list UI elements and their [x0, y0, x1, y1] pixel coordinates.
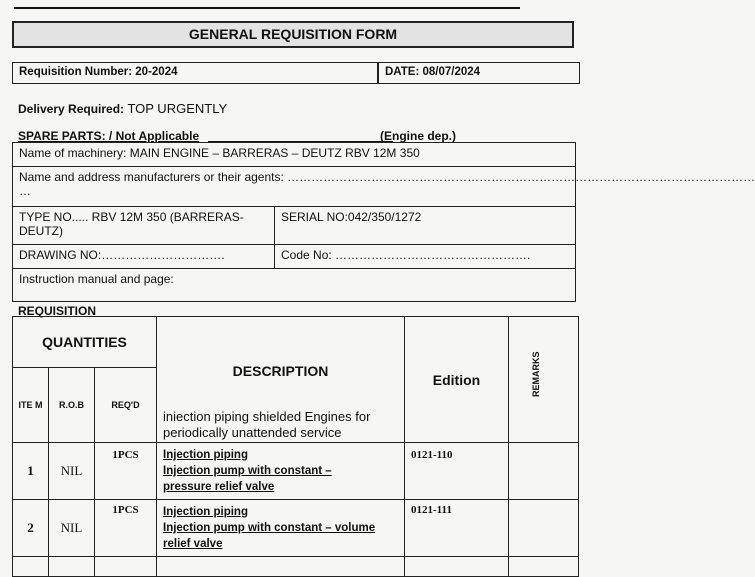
row-rob: NIL: [49, 443, 95, 500]
description-line-1: Injection piping: [163, 506, 248, 518]
description-header-cell: [157, 317, 405, 443]
row-description: [157, 500, 405, 557]
delivery-label: Delivery Required:: [18, 102, 125, 116]
row-edition: 0121-111: [405, 500, 509, 557]
description-line-3: relief valve: [163, 538, 223, 550]
row-remarks: [509, 500, 579, 557]
delivery-value: TOP URGENTLY: [127, 101, 228, 116]
row-reqd: 1PCS: [95, 443, 157, 500]
requisition-date: DATE: 08/07/2024: [385, 66, 481, 78]
form-title: GENERAL REQUISITION FORM: [12, 21, 574, 48]
row-remarks: [509, 443, 579, 500]
manufacturers-continuation: …: [19, 184, 31, 198]
requisition-number: Requisition Number: 20-2024: [19, 66, 178, 78]
serial-no: SERIAL NO:042/350/1272: [281, 210, 422, 224]
requisition-header: [12, 62, 580, 84]
code-no: Code No: ………………………………………….: [281, 248, 531, 262]
reqd-header: REQ'D: [95, 368, 157, 443]
requisition-label: REQUISITION: [18, 304, 97, 318]
type-serial-row: [13, 207, 575, 245]
delivery-required: [18, 101, 227, 116]
top-rule: [14, 7, 520, 9]
requisition-table: [12, 316, 579, 577]
description-line-2: Injection pump with constant –: [163, 465, 332, 477]
instruction-manual: Instruction manual and page:: [19, 272, 174, 286]
description-line-1: Injection piping: [163, 449, 248, 461]
rob-header: R.O.B: [49, 368, 95, 443]
table-row: [13, 443, 579, 500]
description-line-3: pressure relief valve: [163, 481, 275, 493]
manual-row: [13, 269, 575, 301]
machinery-info-box: [12, 142, 755, 302]
item-header: ITE M: [13, 368, 49, 443]
machinery-name: Name of machinery: MAIN ENGINE – BARRERAS – DEUTZ RBV 12M 350: [19, 146, 420, 160]
manufacturers-label: Name and address manufacturers or their agents: ………………………………………………………………………………………………………: [19, 170, 755, 184]
remarks-header: REMARKS: [531, 351, 541, 397]
table-header-row: [13, 317, 579, 368]
row-description: [157, 443, 405, 500]
row-reqd: 1PCS: [95, 500, 157, 557]
header-divider: [377, 63, 379, 83]
table-row: [13, 500, 579, 557]
type-no: TYPE NO..... RBV 12M 350 (BARRERAS-DEUTZ): [13, 207, 275, 244]
drawing-no: DRAWING NO:………………………….: [13, 245, 275, 268]
engine-department: (Engine dep.): [380, 129, 456, 143]
spare-parts-line: [18, 129, 573, 143]
drawing-code-row: [13, 245, 575, 269]
row-item: 1: [13, 443, 49, 500]
description-header: DESCRIPTION: [232, 363, 329, 379]
description-line-2: Injection pump with constant – volume: [163, 522, 376, 534]
table-row: [13, 557, 579, 577]
spare-parts-label: SPARE PARTS: / Not Applicable: [18, 129, 200, 143]
quantities-header: QUANTITIES: [13, 317, 157, 368]
remarks-header-cell: [509, 317, 579, 443]
section-note: iniection piping shielded Engines for periodically unattended service: [163, 409, 371, 440]
manufacturers-row: [13, 167, 755, 207]
row-rob: NIL: [49, 500, 95, 557]
row-item: 2: [13, 500, 49, 557]
machinery-row: [13, 143, 575, 167]
edition-header: Edition: [405, 317, 509, 443]
row-edition: 0121-110: [405, 443, 509, 500]
